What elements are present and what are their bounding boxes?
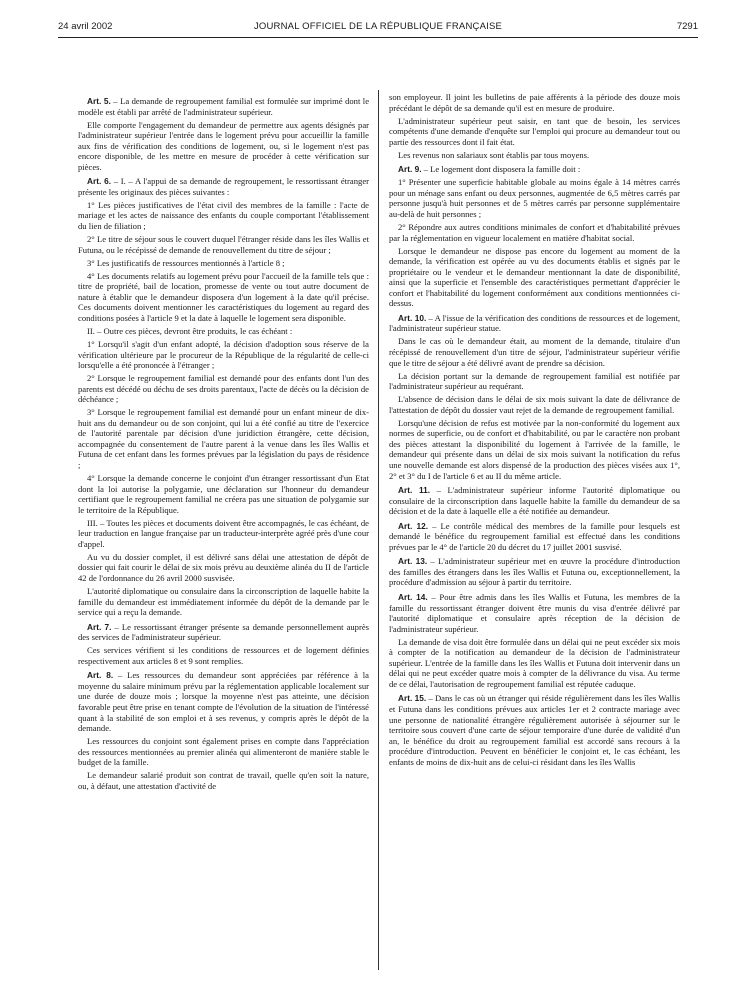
paragraph	[389, 637, 680, 690]
paragraph-text: Le demandeur salarié produit son contrat de travail, quelle qu'en soit la nature, ou, à défaut, une attestation d'activité de	[78, 770, 369, 791]
paragraph-text: son employeur. Il joint les bulletins de paie afférents à la période des douze mois précédant le dépôt de sa demande qu'il est en mesure de produire.	[389, 92, 680, 113]
paragraph-text: II. – Outre ces pièces, devront être produits, le cas échéant :	[87, 325, 293, 336]
paragraph-text: – A l'issue de la vérification des conditions de ressources et de logement, l'administrateur supérieur statue.	[389, 312, 680, 334]
paragraph-text: – L'administrateur supérieur met en œuvre la procédure d'introduction des familles des étrangers dans les îles Wallis et Futuna ou, exceptionnellement, la procédure d'admission au séjour à partir du territoire.	[389, 556, 680, 588]
article-label: Art. 15.	[398, 693, 427, 704]
paragraph-text: Lorsque le demandeur ne dispose pas encore du logement au moment de la demande, la vérification est opérée au vu des documents établis et signés par le propriétaire ou le vendeur et le demandeur mentionnant la date de disponibilité, ainsi que la superficie et l'ensemble des caractéristiques permettant d'apprécier le confort et l'habitabilité du logement conformément aux conditions mentionnées ci-dessus.	[389, 245, 680, 309]
paragraph	[389, 222, 680, 243]
paragraph-text: L'absence de décision dans le délai de six mois suivant la date de délivrance de l'attestation de dépôt du dossier vaut rejet de la demande de regroupement familial.	[389, 394, 680, 415]
paragraph	[78, 326, 369, 337]
paragraph-text: 2° Lorsque le regroupement familial est demandé pour des enfants dont l'un des parents est décédé ou déchu de ses droits parentaux, l'acte de décès ou la décision de déchéance ;	[78, 373, 369, 405]
article-label: Art. 7.	[87, 621, 112, 632]
header-rule	[58, 37, 698, 38]
paragraph-text: Ces services vérifient si les conditions de ressources et de logement définies respectivement aux articles 8 et 9 sont remplies.	[78, 645, 369, 666]
paragraph-text: 1° Présenter une superficie habitable globale au moins égale à 14 mètres carrés pour un ménage sans enfant ou deux personnes, augmentée de 6,5 mètres carrés par personne jusqu'à huit personnes et de 5 mètres carrés par personne supplémentaire au-delà de huit personnes ;	[389, 177, 680, 219]
article-label: Art. 12.	[398, 520, 429, 531]
paragraph-text: 2° Répondre aux autres conditions minimales de confort et d'habitabilité prévues par la réglementation en vigueur localement en matière d'habitat social.	[389, 222, 680, 243]
paragraph	[78, 200, 369, 232]
paragraph	[78, 258, 369, 269]
paragraph	[389, 521, 680, 553]
paragraph-text: – Dans le cas où un étranger qui réside régulièrement dans les îles Wallis et Futuna dans les conditions prévues aux articles 1er et 2 contracte mariage avec une personne de nationalité étrangère régulièrement autorisée à séjourner sur le territoire sous couvert d'une carte de séjour temporaire d'une durée de validité d'un an, le bénéfice du droit au regroupement familial est accordé sans recours à la procédure d'introduction. Peuvent en bénéficier le conjoint et, le cas échéant, les enfants de moins de dix-huit ans de celui-ci résidant dans les îles Wallis	[389, 693, 680, 767]
article-label: Art. 13.	[398, 556, 428, 567]
paragraph	[78, 518, 369, 550]
journal-title: JOURNAL OFFICIEL DE LA RÉPUBLIQUE FRANÇAISE	[253, 21, 503, 32]
paragraph	[389, 116, 680, 148]
paragraph-text: L'autorité diplomatique ou consulaire dans la circonscription de laquelle habite la famille du demandeur est immédiatement informée du dépôt de la demande par le service qui a reçu la demande.	[78, 586, 369, 618]
paragraph-text: 2° Le titre de séjour sous le couvert duquel l'étranger réside dans les îles Wallis et Futuna, ou le récépissé de demande de renouvellement du titre de séjour ;	[78, 234, 369, 255]
page-number: 7291	[676, 21, 698, 32]
paragraph-text: La décision portant sur la demande de regroupement familial est notifiée par l'administrateur supérieur au requérant.	[389, 370, 680, 392]
paragraph	[78, 373, 369, 405]
paragraph	[78, 645, 369, 666]
paragraph-text: 1° Lorsqu'il s'agit d'un enfant adopté, la décision d'adoption sous réserve de la vérification ultérieure par le procureur de la République de la régularité de celle-ci lorsqu'elle a été prononcée à l'étranger ;	[78, 338, 369, 371]
paragraph-text: Elle comporte l'engagement du demandeur de permettre aux agents désignés par l'administrateur supérieur l'entrée dans le logement prévu pour accueillir la famille aux fins de vérification des conditions de logement, ou, si le logement n'est pas encore disponible, de les mettre en mesure de procéder à cette vérification sur pièces.	[78, 119, 369, 172]
paragraph	[78, 120, 369, 173]
paragraph	[78, 622, 369, 643]
paragraph	[78, 736, 369, 768]
paragraph-text: 4° Les documents relatifs au logement prévu pour l'accueil de la famille tels que : titre de propriété, bail de location, promesse de vente ou tout autre document de nature à établir que le demandeur disposera d'un logement à la date qu'il précise. Ces documents doivent mentionner les caractéristiques du logement au regard des conditions posées à l'article 9 et la date à laquelle le logement sera disponible.	[78, 270, 369, 323]
paragraph	[389, 485, 680, 517]
article-label: Art. 14.	[398, 592, 428, 603]
paragraph-text: Les ressources du conjoint sont également prises en compte dans l'appréciation des ressources mentionnées au premier alinéa qui alimenteront de manière stable le budget de la famille.	[78, 736, 369, 768]
paragraph-text: – La demande de regroupement familial est formulée sur imprimé dont le modèle est établi par arrêté de l'administrateur supérieur.	[78, 96, 370, 117]
article-label: Art. 8.	[87, 670, 114, 681]
paragraph-text: – Le ressortissant étranger présente sa demande personnellement auprès des services de l'administrateur supérieur.	[78, 621, 369, 643]
paragraph-text: L'administrateur supérieur peut saisir, en tant que de besoin, les services compétents d'une demande d'enquête sur l'emploi qui procure au demandeur tout ou partie des ressources dont il fait état.	[389, 115, 680, 147]
paragraph-text: 1° Les pièces justificatives de l'état civil des membres de la famille : l'acte de mariage et les actes de naissance des enfants du couple comportant l'établissement du lien de filiation ;	[78, 199, 369, 232]
paragraph	[389, 313, 680, 334]
paragraph	[78, 176, 369, 197]
paragraph	[389, 150, 680, 161]
paragraph-text: Dans le cas où le demandeur était, au moment de la demande, titulaire d'un récépissé de renouvellement d'un titre de séjour, l'administrateur supérieur vérifie que le titre de séjour a été délivré avant de prendre sa décision.	[389, 336, 680, 368]
paragraph-text: – Le contrôle médical des membres de la famille pour lesquels est demandé le bénéfice du regroupement familial est effectué dans les conditions prévues par le 4° de l'article 20 du décret du 17 juillet 2001 susvisé.	[389, 520, 680, 552]
paragraph	[78, 670, 369, 733]
paragraph	[78, 770, 369, 791]
paragraph-text: – L'administrateur supérieur informe l'autorité diplomatique ou consulaire de la circonscription dans laquelle habite la famille du demandeur de sa décision et de la date à laquelle elle a été notifiée au demandeur.	[389, 485, 680, 517]
article-label: Art. 5.	[87, 96, 111, 106]
paragraph	[78, 96, 369, 117]
page-header	[58, 20, 698, 34]
article-label: Art. 9.	[398, 164, 422, 175]
paragraph	[78, 234, 369, 255]
paragraph-text: Au vu du dossier complet, il est délivré sans délai une attestation de dépôt de dossier qui fait courir le délai de six mois prévu au deuxième alinéa du II de l'article 42 de l'ordonnance du 26 avril 2000 susvisée.	[78, 551, 369, 583]
paragraph-text: – I. – A l'appui de sa demande de regroupement, le ressortissant étranger présente les originaux des pièces suivantes :	[78, 176, 369, 197]
paragraph	[389, 592, 680, 634]
paragraph	[389, 418, 680, 481]
paragraph	[389, 371, 680, 392]
paragraph-text: 3° Les justificatifs de ressources mentionnés à l'article 8 ;	[87, 257, 285, 268]
paragraph	[389, 177, 680, 219]
paragraph	[389, 246, 680, 309]
paragraph	[78, 271, 369, 324]
paragraph	[389, 556, 680, 588]
paragraph	[389, 336, 680, 368]
paragraph-text: – Pour être admis dans les îles Wallis et Futuna, les membres de la famille du ressortissant étranger doivent être munis du visa d'entrée délivré par l'autorité diplomatique et consulaire après réception de la décision de l'administrateur supérieur.	[389, 592, 680, 634]
left-column	[78, 92, 369, 794]
paragraph	[78, 586, 369, 618]
paragraph-text: 3° Lorsque le regroupement familial est demandé pour un enfant mineur de dix-huit ans du demandeur ou de son conjoint, qui lui a été confié au titre de l'exercice de l'autorité parentale par décision d'une juridiction étrangère, cette décision, accompagnée du consentement de l'autre parent à la venue dans les îles Wallis et Futuna de cet enfant dans les formes prévues par la législation du pays de résidence ;	[78, 407, 369, 470]
right-column	[389, 92, 680, 770]
paragraph	[78, 473, 369, 515]
paragraph-text: La demande de visa doit être formulée dans un délai qui ne peut excéder six mois à compter de la notification au demandeur de la décision de l'administrateur supérieur. L'entrée de la famille dans les îles Wallis et Futuna doit intervenir dans un délai qui ne peut excéder quatre mois à compter de la délivrance du visa. Au terme de ce délai, l'autorisation de regroupement familial est réputée caduque.	[389, 636, 680, 689]
paragraph-text: – Le logement dont disposera la famille doit :	[421, 164, 581, 175]
paragraph-text: III. – Toutes les pièces et documents doivent être accompagnés, le cas échéant, de leur traduction en langue française par un traducteur-interprète agréé près d'une cour d'appel.	[78, 517, 369, 549]
paragraph-text: Les revenus non salariaux sont établis par tous moyens.	[398, 149, 590, 160]
paragraph	[78, 407, 369, 470]
paragraph	[78, 339, 369, 371]
paragraph	[389, 394, 680, 415]
article-label: Art. 6.	[87, 176, 112, 187]
paragraph-text: Lorsqu'une décision de refus est motivée par la non-conformité du logement aux normes de superficie, ou de confort et d'habitabilité, ou par le caractère non probant des pièces attestant la disponibilité du logement à l'arrivée de la famille, le demandeur qui présente dans un délai de six mois suivant la notification du refus une nouvelle demande est alors dispensé de la production des pièces visées aux 1°, 2° et 3° du I de l'article 6 et au II du même article.	[389, 417, 680, 481]
paragraph	[389, 693, 680, 767]
article-label: Art. 10.	[398, 312, 427, 323]
article-label: Art. 11.	[398, 485, 431, 496]
paragraph	[389, 92, 680, 113]
paragraph-text: 4° Lorsque la demande concerne le conjoint d'un étranger ressortissant d'un Etat dont la loi autorise la polygamie, une déclaration sur l'honneur du demandeur certifiant que le regroupement familial ne créera pas une situation de polygamie sur le territoire de la République.	[78, 473, 369, 515]
paragraph-text: – Les ressources du demandeur sont appréciées par référence à la moyenne du salaire minimum prévu par la réglementation applicable localement sur une durée de douze mois ; lorsque la moyenne n'est pas atteinte, une décision favorable peut être prise en tenant compte de l'évolution de la situation de l'intéressé quant à la stabilité de son emploi et à ses revenus, y compris après le dépôt de la demande.	[78, 670, 369, 734]
column-divider	[378, 90, 379, 970]
paragraph	[78, 552, 369, 584]
paragraph	[389, 164, 680, 175]
header-date: 24 avril 2002	[58, 21, 113, 32]
